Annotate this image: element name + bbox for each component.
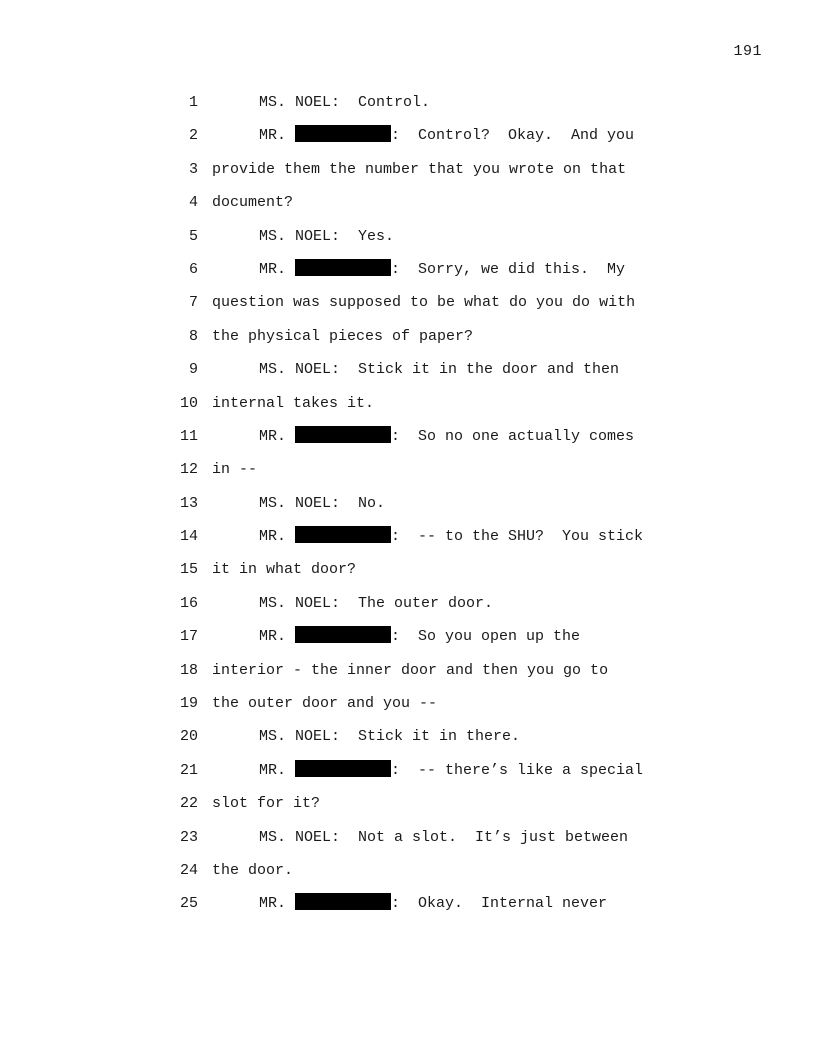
spoken-text: it in what door? (212, 561, 357, 579)
spoken-text: Yes. (340, 227, 395, 245)
line-text (259, 827, 628, 849)
spoken-text: the outer door and you -- (212, 695, 438, 713)
transcript-line (0, 125, 816, 158)
spoken-text: provide them the number that you wrote on that (212, 160, 627, 178)
spoken-text: Control. (340, 94, 431, 111)
speaker-label: MR. (259, 528, 287, 546)
transcript-line (0, 426, 816, 459)
speaker-label: MR. (259, 628, 287, 646)
spoken-text: : Sorry, we did this. My (391, 260, 626, 278)
line-number: 3 (188, 160, 198, 178)
line-number: 15 (179, 561, 198, 579)
speaker-label: MS. NOEL: (259, 94, 341, 111)
speaker-label: MS. NOEL: (259, 594, 341, 612)
line-text (259, 125, 634, 147)
line-number: 14 (179, 528, 198, 546)
line-number: 18 (179, 661, 198, 679)
transcript-line (0, 493, 816, 526)
spoken-text: question was supposed to be what do you do with (212, 294, 636, 312)
redaction-box (295, 526, 391, 543)
transcript-line (0, 526, 816, 559)
line-text (259, 593, 493, 615)
line-number: 24 (179, 861, 198, 879)
transcript-line (0, 860, 816, 893)
line-text (212, 793, 320, 815)
speaker-label: MS. NOEL: (259, 361, 341, 379)
transcript-line (0, 226, 816, 259)
line-number: 10 (179, 394, 198, 412)
line-text (212, 292, 635, 314)
line-number: 20 (179, 728, 198, 746)
transcript-line (0, 626, 816, 659)
transcript-line (0, 693, 816, 726)
line-text (212, 192, 293, 214)
line-text (259, 426, 634, 448)
line-text (259, 259, 625, 281)
spoken-text: : Control? Okay. And you (391, 127, 635, 145)
line-text (212, 860, 293, 882)
spoken-text: Stick it in there. (340, 728, 521, 746)
line-text (259, 726, 520, 748)
line-text (212, 660, 608, 682)
speaker-label: MS. NOEL: (259, 728, 341, 746)
line-text (259, 893, 607, 915)
transcript-line (0, 893, 816, 926)
speaker-label: MR. (259, 761, 287, 779)
speaker-label: MS. NOEL: (259, 227, 341, 245)
redaction-box (295, 426, 391, 443)
line-text (212, 326, 473, 348)
speaker-label: MS. NOEL: (259, 494, 341, 512)
spoken-text: : -- there’s like a special (391, 761, 644, 779)
transcript-line (0, 760, 816, 793)
line-number: 2 (188, 127, 198, 145)
line-text (212, 559, 356, 581)
spoken-text: interior - the inner door and then you go to (212, 661, 609, 679)
speaker-label: MR. (259, 895, 287, 913)
line-text (259, 359, 619, 381)
line-text (212, 459, 257, 481)
redaction-box (295, 760, 391, 777)
line-text (212, 159, 626, 181)
redaction-box (295, 125, 391, 142)
transcript-line (0, 660, 816, 693)
line-text (259, 626, 580, 648)
line-number: 11 (179, 427, 198, 445)
spoken-text: Not a slot. It’s just between (340, 828, 629, 846)
spoken-text: slot for it? (212, 795, 321, 813)
line-number: 9 (188, 361, 198, 379)
line-number: 12 (179, 461, 198, 479)
transcript-line (0, 192, 816, 225)
line-text (212, 693, 437, 715)
spoken-text: : So no one actually comes (391, 427, 635, 445)
line-number: 25 (179, 895, 198, 913)
transcript-line (0, 326, 816, 359)
redaction-box (295, 626, 391, 643)
spoken-text: Stick it in the door and then (340, 361, 620, 379)
line-number: 19 (179, 695, 198, 713)
transcript-line (0, 726, 816, 759)
spoken-text: the door. (212, 861, 294, 879)
line-text (259, 760, 643, 782)
line-number: 8 (188, 327, 198, 345)
spoken-text: : -- to the SHU? You stick (391, 528, 644, 546)
transcript-line (0, 827, 816, 860)
speaker-label: MR. (259, 427, 287, 445)
transcript-line (0, 159, 816, 192)
spoken-text: in -- (212, 461, 258, 479)
transcript-line (0, 593, 816, 626)
spoken-text: the physical pieces of paper? (212, 327, 474, 345)
transcript-line (0, 793, 816, 826)
line-number: 16 (179, 594, 198, 612)
line-number: 17 (179, 628, 198, 646)
spoken-text: document? (212, 194, 294, 212)
transcript-line (0, 459, 816, 492)
spoken-text: internal takes it. (212, 394, 375, 412)
speaker-label: MS. NOEL: (259, 828, 341, 846)
spoken-text: : So you open up the (391, 628, 581, 646)
line-text (259, 226, 394, 248)
redaction-box (295, 893, 391, 910)
transcript-body (0, 92, 816, 927)
line-text (259, 493, 385, 515)
line-number: 13 (179, 494, 198, 512)
line-number: 4 (188, 194, 198, 212)
spoken-text: No. (340, 494, 386, 512)
transcript-line (0, 359, 816, 392)
line-number: 5 (188, 227, 198, 245)
transcript-line (0, 292, 816, 325)
redaction-box (295, 259, 391, 276)
line-number: 22 (179, 795, 198, 813)
spoken-text: : Okay. Internal never (391, 895, 608, 913)
line-number: 7 (188, 294, 198, 312)
transcript-line (0, 559, 816, 592)
line-text (259, 92, 430, 114)
line-number: 23 (179, 828, 198, 846)
line-number: 21 (179, 761, 198, 779)
line-text (259, 526, 643, 548)
line-text (212, 393, 374, 415)
speaker-label: MR. (259, 127, 287, 145)
transcript-line (0, 92, 816, 125)
spoken-text: The outer door. (340, 594, 494, 612)
line-number: 1 (188, 94, 198, 111)
transcript-line (0, 259, 816, 292)
transcript-line (0, 393, 816, 426)
line-number: 6 (188, 260, 198, 278)
page-number: 191 (733, 43, 762, 60)
speaker-label: MR. (259, 260, 287, 278)
